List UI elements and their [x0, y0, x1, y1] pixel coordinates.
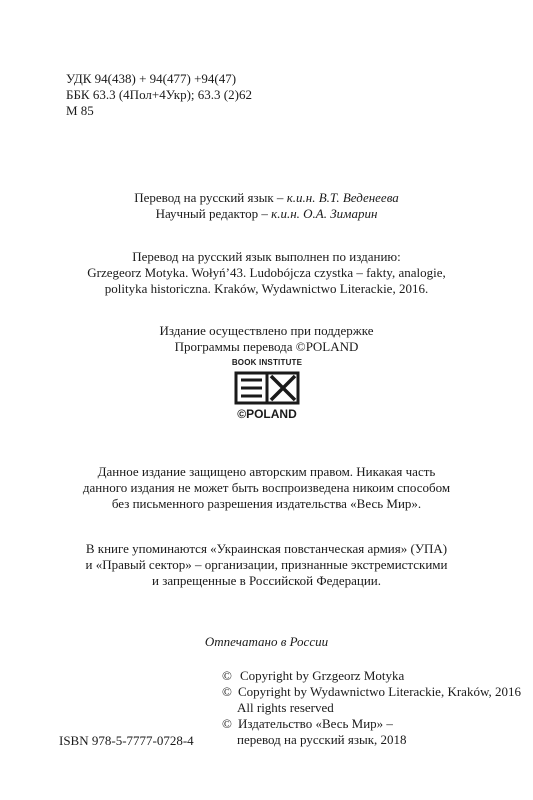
- translator-line: [0, 190, 533, 206]
- support-line-2: Программы перевода ©POLAND: [174, 339, 359, 354]
- source-line-2: Grzegeorz Motyka. Wołyń’43. Ludobójcza czystka – fakty, analogie,: [87, 265, 446, 280]
- translator-name: к.и.н. В.Т. Веденеева: [286, 190, 399, 205]
- copyright-item: [222, 716, 521, 732]
- credits-block: [0, 190, 533, 222]
- copyright-notice-line-3: без письменного разрешения издательства «Весь Мир».: [111, 496, 422, 511]
- source-block: [0, 249, 533, 297]
- copyright-list: [222, 668, 521, 748]
- author-mark: М 85: [66, 103, 94, 118]
- legal-notice-line-2: и «Правый сектор» – организации, признанные экстремистскими: [85, 557, 448, 572]
- legal-notice-line-1: В книге упоминаются «Украинская повстанческая армия» (УПА): [85, 541, 448, 556]
- printed-in-russia: Отпечатано в России: [204, 634, 329, 649]
- book-institute-logo: [231, 358, 303, 421]
- copyright-text-4: Издательство «Весь Мир» –: [238, 716, 393, 731]
- copyright-text-3: All rights reserved: [237, 700, 334, 715]
- copyright-notice: [0, 464, 533, 512]
- editor-name: к.и.н. О.А. Зимарин: [271, 206, 378, 221]
- bbk-code: ББК 63.3 (4Пол+4Укр); 63.3 (2)62: [66, 87, 252, 102]
- open-book-icon: [234, 371, 300, 405]
- copyright-text-1: Copyright by Grzgeorz Motyka: [240, 668, 405, 683]
- copyright-symbol: ©: [222, 684, 232, 699]
- copyright-notice-line-2: данного издания не может быть воспроизведена никоим способом: [82, 480, 451, 495]
- copyright-item: [222, 668, 521, 684]
- copyright-item: [222, 732, 521, 748]
- copyright-notice-line-1: Данное издание защищено авторским правом. Никакая часть: [97, 464, 436, 479]
- source-line-3: polityka historiczna. Kraków, Wydawnictwo Literackie, 2016.: [104, 281, 429, 296]
- copyright-text-5: перевод на русский язык, 2018: [237, 732, 407, 747]
- support-line-1: Издание осуществлено при поддержке: [159, 323, 374, 338]
- copyright-symbol: ©: [222, 668, 232, 683]
- translator-prefix: Перевод на русский язык –: [134, 190, 287, 205]
- editor-prefix: Научный редактор –: [155, 206, 272, 221]
- udk-code: УДК 94(438) + 94(477) +94(47): [66, 71, 237, 86]
- copyright-item: [222, 684, 521, 700]
- legal-notice: [0, 541, 533, 589]
- copyright-symbol: ©: [222, 716, 232, 731]
- copyright-text-2: Copyright by Wydawnictwo Literackie, Kraków, 2016: [238, 684, 521, 699]
- isbn: ISBN 978-5-7777-0728-4: [59, 733, 194, 748]
- classification-block: [66, 71, 252, 119]
- source-line-1: Перевод на русский язык выполнен по изданию:: [132, 249, 401, 264]
- logo-top-text: BOOK INSTITUTE: [231, 358, 303, 367]
- copyright-item: [222, 700, 521, 716]
- logo-bottom-text: ©POLAND: [237, 407, 297, 421]
- editor-line: [0, 206, 533, 222]
- support-block: [0, 323, 533, 355]
- legal-notice-line-3: и запрещенные в Российской Федерации.: [152, 573, 381, 588]
